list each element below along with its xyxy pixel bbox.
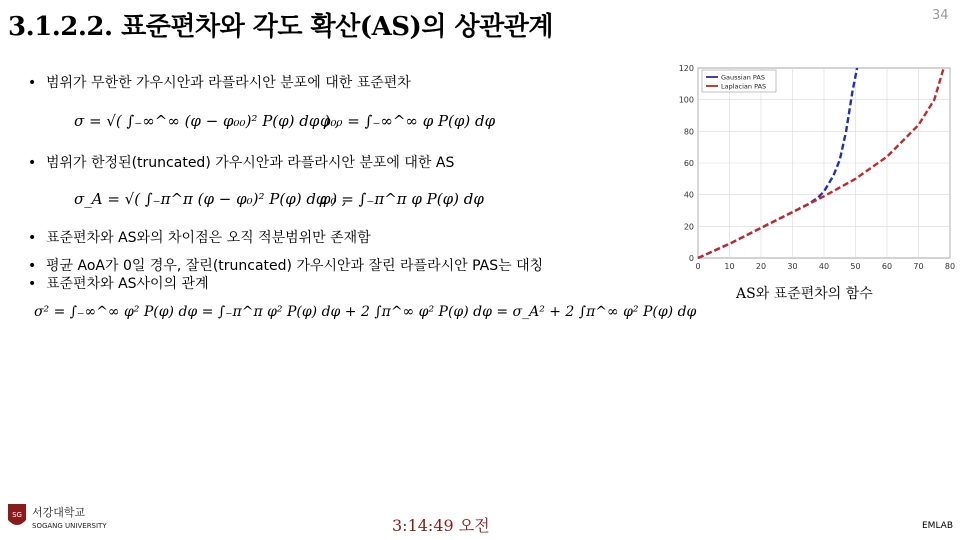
- bullet-5: • 표준편차와 AS사이의 관계: [28, 276, 209, 292]
- chart-grid: [698, 68, 950, 258]
- bullet-4: • 평균 AoA가 0일 경우, 잘린(truncated) 가우시안과 잘린 라플라시안 PAS는 대칭: [28, 258, 544, 274]
- x-tick-labels: [695, 262, 955, 271]
- bullet-5-text: 표준편차와 AS사이의 관계: [46, 276, 209, 292]
- as-vs-std-chart: [660, 62, 960, 272]
- legend-label: Laplacian PAS: [721, 82, 767, 91]
- y-tick-label: 100: [678, 95, 694, 105]
- x-tick-label: 80: [944, 262, 956, 271]
- y-tick-label: 80: [683, 127, 694, 137]
- x-tick-label: 0: [695, 262, 701, 271]
- x-tick-label: 70: [913, 262, 924, 271]
- equation-phi00: φ₀₀ = ∫₋∞^∞ φ P(φ) dφ: [320, 112, 496, 130]
- legend-label: Gaussian PAS: [721, 73, 765, 82]
- equation-sigma: σ = √( ∫₋∞^∞ (φ − φ₀₀)² P(φ) dφ ) ,: [74, 112, 340, 130]
- y-tick-label: 60: [683, 159, 694, 168]
- bullet-3-text: 표준편차와 AS와의 차이점은 오직 적분범위만 존재함: [46, 230, 371, 246]
- bullet-3: • 표준편차와 AS와의 차이점은 오직 적분범위만 존재함: [28, 230, 371, 246]
- bullet-1-text: 범위가 무한한 가우시안과 라플라시안 분포에 대한 표준편차: [46, 75, 411, 91]
- y-tick-label: 120: [678, 64, 694, 73]
- university-name-kr: 서강대학교: [32, 506, 86, 519]
- bullet-4-text: 평균 AoA가 0일 경우, 잘린(truncated) 가우시안과 잘린 라플라시안 PAS는 대칭: [46, 258, 544, 274]
- x-tick-label: 60: [881, 262, 893, 271]
- bullet-2-text: 범위가 한정된(truncated) 가우시안과 라플라시안 분포에 대한 AS: [46, 155, 455, 171]
- chart-legend: [702, 70, 776, 92]
- equation-sigma-a: σ_A = √( ∫₋π^π (φ − φ₀)² P(φ) dφ ) ,: [74, 190, 347, 208]
- x-tick-label: 20: [755, 262, 767, 271]
- x-tick-label: 40: [818, 262, 830, 271]
- y-tick-label: 40: [683, 190, 694, 200]
- lab-label: EMLAB: [922, 521, 954, 531]
- page-number: 34: [932, 8, 949, 23]
- y-tick-labels: [679, 64, 694, 263]
- svg-text:SG: SG: [12, 511, 22, 519]
- university-logo: [4, 500, 114, 534]
- equation-phi0: φ₀ = ∫₋π^π φ P(φ) dφ: [320, 190, 484, 208]
- university-name-en: SOGANG UNIVERSITY: [32, 522, 107, 530]
- y-tick-label: 0: [688, 254, 694, 263]
- bullet-1: • 범위가 무한한 가우시안과 라플라시안 분포에 대한 표준편차: [28, 75, 411, 91]
- equation-relation: σ² = ∫₋∞^∞ φ² P(φ) dφ = ∫₋π^π φ² P(φ) dφ + 2 ∫π^∞ φ² P(φ) dφ = σ_A² + 2 ∫π^∞ φ² P(φ) dφ: [34, 304, 697, 320]
- bullet-2: • 범위가 한정된(truncated) 가우시안과 라플라시안 분포에 대한 AS: [28, 155, 455, 171]
- footer-time: 3:14:49 오전: [392, 516, 490, 535]
- y-tick-label: 20: [683, 222, 694, 232]
- x-tick-label: 10: [724, 262, 735, 271]
- slide-title: 3.1.2.2. 표준편차와 각도 확산(AS)의 상관관계: [8, 12, 553, 42]
- x-tick-label: 50: [850, 262, 861, 271]
- chart-caption: AS와 표준편차의 함수: [736, 286, 873, 302]
- x-tick-label: 30: [787, 262, 798, 271]
- shield-icon: [8, 504, 26, 525]
